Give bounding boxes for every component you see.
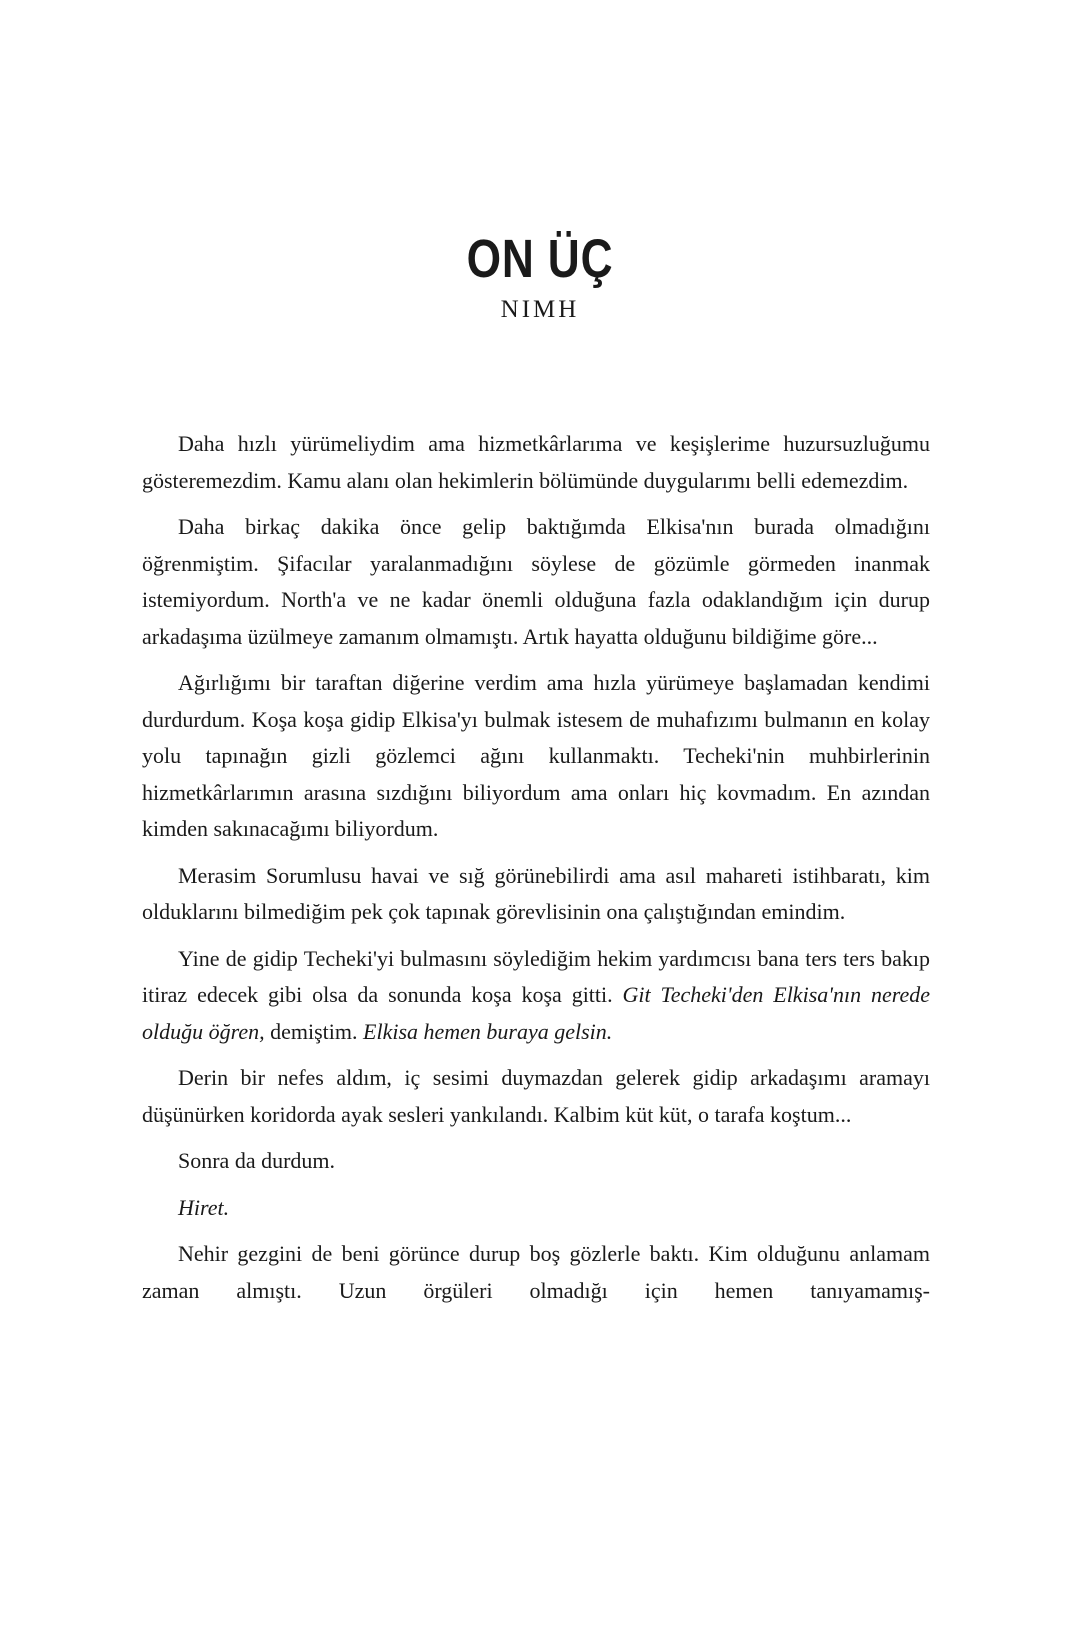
paragraph-5-text-start: Yine de gidip Techeki'yi bulmasını söylediğim hekim yardımcısı bana ters ters bakıp itiraz edecek gibi olsa da sonunda koşa koşa gitti. (142, 945, 930, 1007)
paragraph-5-italic-quote-2: Elkisa hemen buraya gelsin. (363, 1018, 613, 1044)
paragraph-8-italic: Hiret. (178, 1194, 230, 1220)
chapter-number: ON ÜÇ (466, 229, 614, 289)
paragraph-9: Nehir gezgini de beni görünce durup boş gözlerle baktı. Kim olduğunu anlamam zaman almıştı. Uzun örgüleri olmadığı için hemen tanıyamamış- (142, 1241, 930, 1303)
paragraph-4: Merasim Sorumlusu havai ve sığ görünebilirdi ama asıl mahareti istihbaratı, kim olduklarını bilmediğim pek çok tapınak görevlisinin ona çalıştığından emindim. (142, 862, 930, 924)
chapter-subtitle: NIMH (500, 296, 580, 323)
paragraph-3: Ağırlığımı bir taraftan diğerine verdim ama hızla yürümeye başlamadan kendimi durdurdum. Koşa koşa gidip Elkisa'yı bulmak istesem de muhafızımı bulmanın en kolay yolu tapınağın gizli gözlemci ağını kullanmaktı. Techeki'nin muhbirlerinin hizmetkârlarımın arasına sızdığını biliyordum ama onları hiç kovmadım. En azından kimden sakınacağımı biliyordum. (142, 670, 930, 841)
paragraph-5 (142, 941, 930, 1051)
paragraph-7: Sonra da durdum. (178, 1148, 336, 1173)
paragraph-2: Daha birkaç dakika önce gelip baktığımda Elkisa'nın burada olmadığını öğrenmiştim. Şifacılar yaralanmadığını söylese de gözümle görmeden inanmak istemiyordum. North'a ve ne kadar önemli olduğuna fazla odaklandığım için durup arkadaşıma üzülmeye zamanım olmamıştı. Artık hayatta olduğunu bildiğime göre... (142, 514, 930, 649)
paragraph-5-italic-quote-1: Git Techeki'den Elkisa'nın nerede olduğu öğren, (142, 982, 930, 1044)
paragraph-6: Derin bir nefes aldım, iç sesimi duymazdan gelerek gidip arkadaşımı aramayı düşünürken koridorda ayak sesleri yankılandı. Kalbim küt küt, o tarafa koştum... (142, 1065, 930, 1127)
chapter-body (142, 426, 930, 1319)
paragraph-8 (142, 1190, 930, 1227)
paragraph-5-text-middle: demiştim. (264, 1018, 364, 1044)
paragraph-1: Daha hızlı yürümeliydim ama hizmetkârlarıma ve keşişlerime huzursuzluğumu gösteremezdim. Kamu alanı olan hekimlerin bölümünde duygularımı belli edemezdim. (142, 431, 930, 493)
